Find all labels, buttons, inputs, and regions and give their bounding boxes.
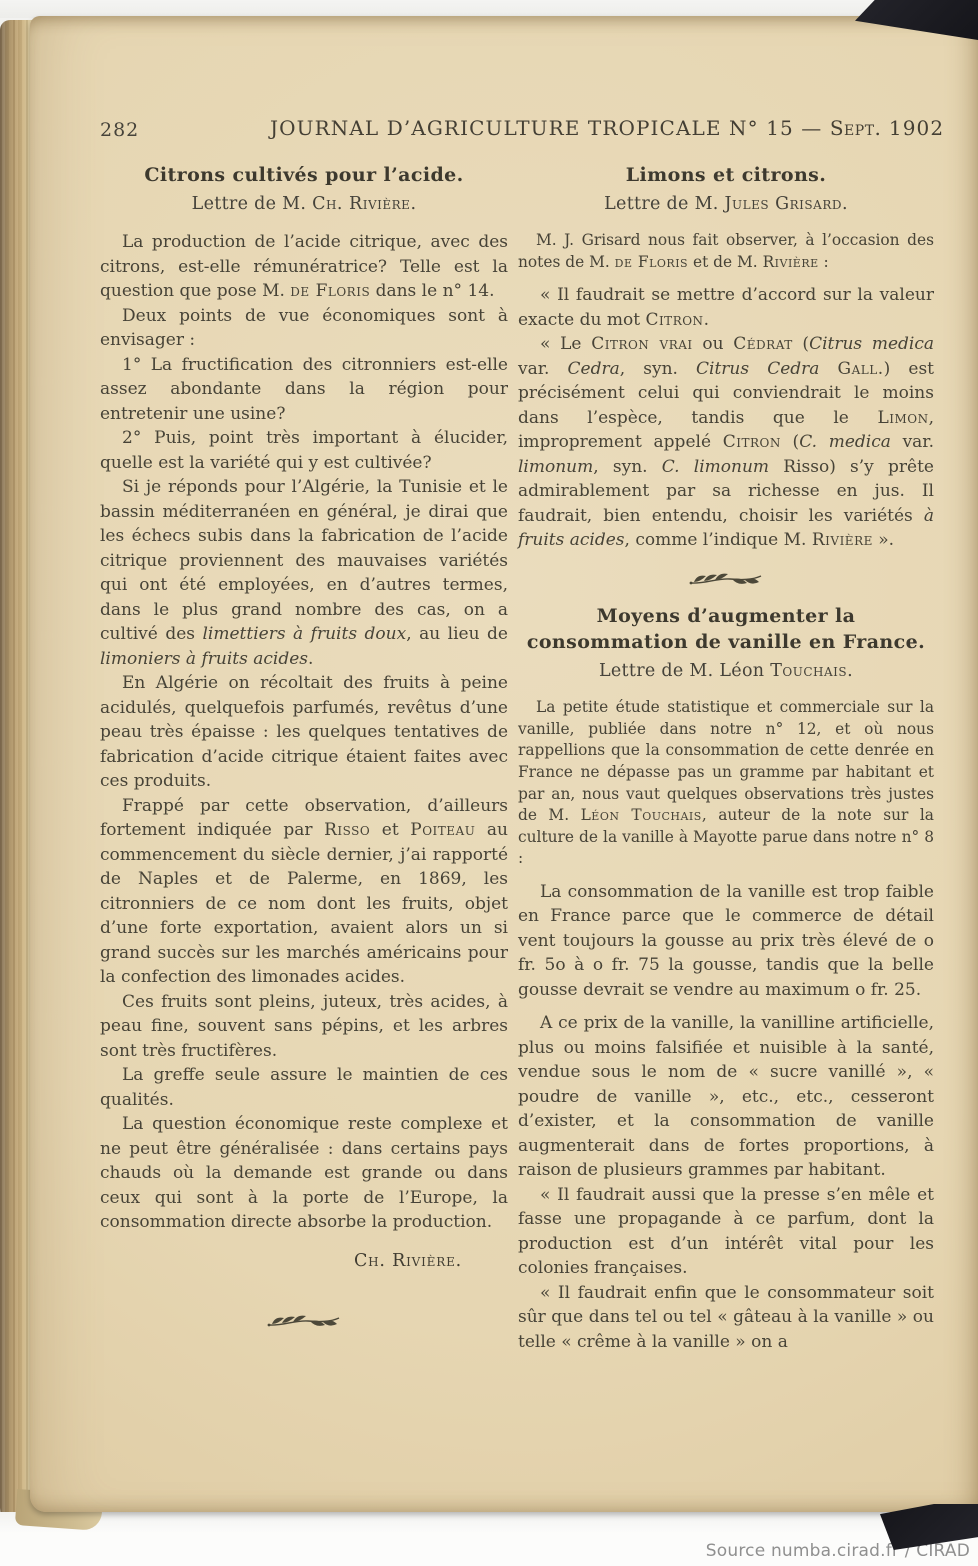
left-column xyxy=(100,162,508,1331)
paragraph: A ce prix de la vanille, la vanilline artificielle, plus ou moins falsifiée et nuisible à la santé, vendue sous le nom de « sucre vanillé », « poudre de vanille », etc., etc., cesseront d’exister, et la consommation de vanille augmenterait dans de fortes proportions, à raison de plusieurs grammes par habitant. xyxy=(518,1013,934,1181)
page-number: 282 xyxy=(100,119,140,141)
paragraph: « Il faudrait enfin que le consommateur soit sûr que dans tel ou tel « gâteau à la vanille » ou telle « crême à la vanille » on a xyxy=(518,1282,934,1352)
paragraph: La greffe seule assure le maintien de ces qualités. xyxy=(100,1065,508,1110)
article-title: Moyens d’augmenter la consommation de vanille en France. xyxy=(526,605,926,654)
paragraph: M. J. Grisard nous fait observer, à l’occasion des notes de M. de Floris et de M. Rivière : xyxy=(518,231,934,271)
paragraph: « Il faudrait se mettre d’accord sur la valeur exacte du mot Citron. xyxy=(518,285,934,330)
book-page-edges xyxy=(0,20,34,1530)
paragraph: La production de l’acide citrique, avec des citrons, est-elle rémunératrice? Telle est la question que pose M. de Floris dans le n° 14. xyxy=(100,232,508,301)
section-ornament xyxy=(100,1311,508,1332)
article-title: Citrons cultivés pour l’acide. xyxy=(144,164,464,186)
vine-flourish-icon xyxy=(688,569,764,589)
paragraph: Deux points de vue économiques sont à envisager : xyxy=(100,305,508,350)
paragraph: En Algérie on récoltait des fruits à peine acidulés, quelquefois parfumés, revêtus d’une peau très épaisse : les quelques tentatives de fabrication d’acide citrique étaient faites avec ces produits. xyxy=(100,673,508,791)
right-column xyxy=(518,162,934,1354)
paragraph: Ces fruits sont pleins, juteux, très acides, à peau fine, souvent sans pépins, et les arbres sont très fructifères. xyxy=(100,991,508,1061)
journal-masthead: JOURNAL D’AGRICULTURE TROPICALE N° 15 — Sept. 1902 xyxy=(270,116,945,140)
author-signature: Ch. Rivière. xyxy=(353,1250,462,1271)
article-byline: Lettre de M. Jules Grisard. xyxy=(604,194,848,214)
paragraph: La consommation de la vanille est trop faible en France parce que le commerce de détail vent toujours la gousse au prix très élevé de o fr. 5o à o fr. 75 la gousse, tandis que la belle gousse devrait se vendre au maximum o fr. 25. xyxy=(518,881,934,1000)
paragraph: La petite étude statistique et commerciale sur la vanille, publiée dans notre n° 12, et où nous rappellions que la consommation de cette denrée en France ne dépasse pas un gramme par habitant et par an, nous vaut quelques observations très justes de M. Léon Touchais, auteur de la note sur la culture de la vanille à Mayotte parue dans notre n° 8 : xyxy=(518,698,934,868)
paragraph: La question économique reste complexe et ne peut être généralisée : dans certains pays chauds où la demande est grande ou dans ceux qui sont à la porte de l’Europe, la consommation directe absorbe la production. xyxy=(100,1114,508,1232)
page-paper xyxy=(30,16,978,1512)
article-vanille-france xyxy=(518,603,934,1354)
paragraph: Frappé par cette observation, d’ailleurs fortement indiquée par Risso et Poiteau au commencement du siècle dernier, j’ai rapporté de Naples et de Palerme, en 1869, les citronniers de ce nom dont les fruits, objet d’une forte exportation, avaient alors un si grand succès sur les marchés américains pour la confection des limonades acides. xyxy=(100,795,508,987)
paragraph: « Le Citron vrai ou Cédrat (Citrus medica var. Cedra, syn. Citrus Cedra Gall.) est précisément celui qui conviendrait le moins dans l’espèce, tandis que le Limon, improprement appelé Citron (C. medica var. limonum, syn. C. limonum Risso) s’y prête admirablement par sa richesse en jus. Il faudrait, bien entendu, choisir les variétés à fruits acides, comme l’indique M. Rivière ». xyxy=(518,334,935,551)
paragraph: 2° Puis, point très important à élucider, quelle est la variété qui y est cultivée? xyxy=(100,428,508,473)
section-ornament xyxy=(518,569,934,590)
scan-watermark: Source numba.cirad.fr / CIRAD xyxy=(705,1541,970,1561)
article-limons-citrons xyxy=(518,162,934,553)
running-head xyxy=(100,116,948,150)
article-byline: Lettre de M. Léon Touchais. xyxy=(598,661,854,682)
vine-flourish-icon xyxy=(266,1311,342,1331)
paragraph: « Il faudrait aussi que la presse s’en mêle et fasse une propagande à ce parfum, dont la production est d’un intérêt vital pour les colonies françaises. xyxy=(518,1184,934,1279)
article-title: Limons et citrons. xyxy=(625,164,827,186)
paragraph: 1° La fructification des citronniers est-elle assez abondante dans la région pour entretenir une usine? xyxy=(100,354,508,424)
paragraph: Si je réponds pour l’Algérie, la Tunisie et le bassin méditerranéen en général, je dirai que les échecs subis dans la fabrication de l’acide citrique proviennent des mauvaises variétés qui ont été employées, en d’autres termes, dans le plus grand nombre des cas, on a cultivé des limettiers à fruits doux, au lieu de limoniers à fruits acides. xyxy=(100,477,508,669)
article-citrons-acide xyxy=(100,162,508,1331)
article-byline: Lettre de M. Ch. Rivière. xyxy=(191,194,417,214)
scanner-background-bottom xyxy=(0,1512,978,1566)
